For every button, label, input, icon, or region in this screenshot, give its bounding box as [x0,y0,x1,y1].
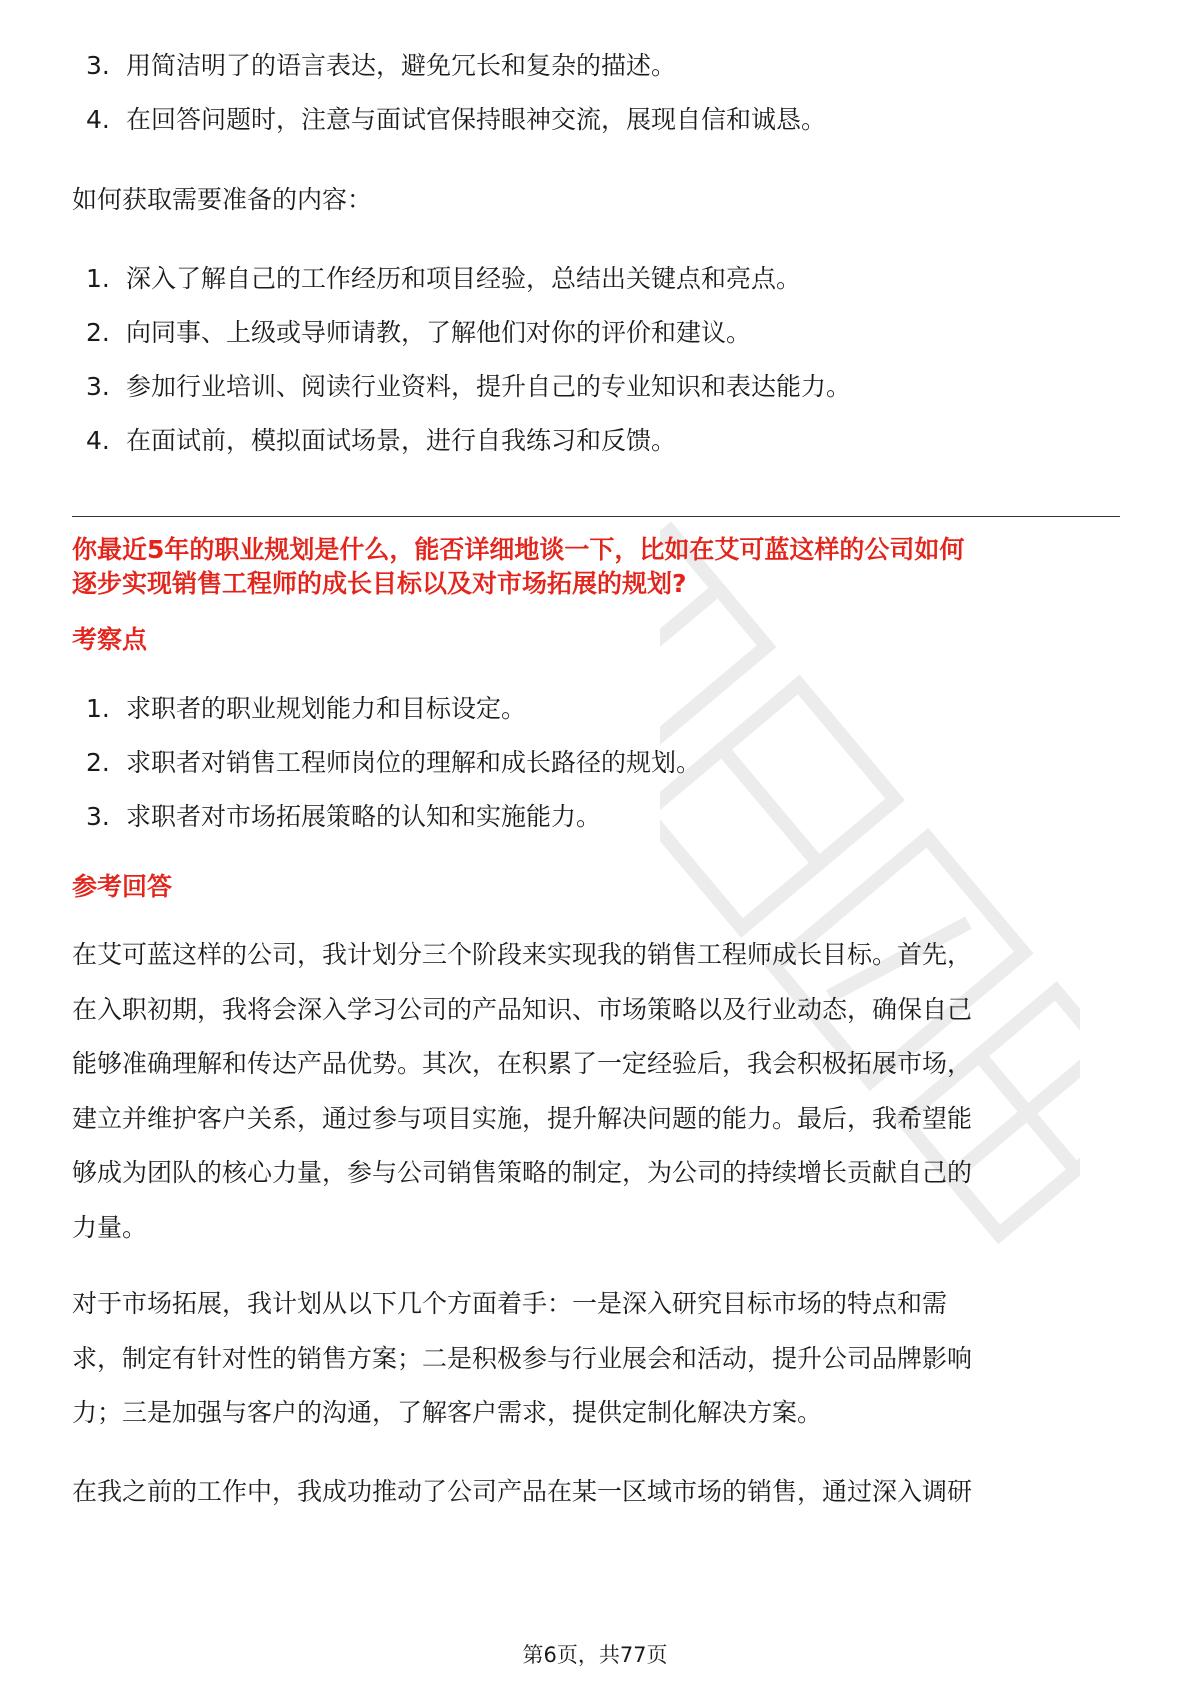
list-item: 2. 求职者对销售工程师岗位的理解和成长路径的规划。 [86,748,702,777]
list-item: 3. 参加行业培训、阅读行业资料，提升自己的专业知识和表达能力。 [86,372,852,401]
list-item: 3. 用简洁明了的语言表达，避免冗长和复杂的描述。 [86,51,677,80]
list-item: 2. 向同事、上级或导师请教，了解他们对你的评价和建议。 [86,318,752,347]
list-item: 4. 在回答问题时，注意与面试官保持眼神交流，展现自信和诚恳。 [86,105,827,134]
answer-label: 参考回答 [72,872,173,901]
answer-paragraph-1: 在艾可蓝这样的公司，我计划分三个阶段来实现我的销售工程师成长目标。首先， 在入职初期，我将会深入学习公司的产品知识、市场策略以及行业动态，确保自己 能够准确理解和传达产品优势。其次，在积累了一定经验后，我会积极拓展市场， 建立并维护客户关系，通过参与项目实施，提升解决问题的能力。最后，我希望能 够成为团队的核心力量，参与公司销售策略的制定，为公司的持续增长贡献自己的 力量。 [72,940,973,1242]
focus-label: 考察点 [72,625,148,654]
list-item: 4. 在面试前，模拟面试场景，进行自我练习和反馈。 [86,426,677,455]
question-title: 你最近5年的职业规划是什么，能否详细地谈一下，比如在艾可蓝这样的公司如何 逐步实现销售工程师的成长目标以及对市场拓展的规划? [72,535,965,598]
page-footer: 第6页，共77页 [522,1643,668,1667]
section-divider [72,516,1120,517]
list-item: 1. 深入了解自己的工作经历和项目经验，总结出关键点和亮点。 [86,264,802,293]
top-list [72,49,1120,137]
list-item: 3. 求职者对市场拓展策略的认知和实施能力。 [86,802,602,831]
prep-heading: 如何获取需要准备的内容： [72,185,373,214]
prep-list [72,262,1120,458]
answer-paragraph-2: 对于市场拓展，我计划从以下几个方面着手：一是深入研究目标市场的特点和需 求，制定有针对性的销售方案；二是积极参与行业展会和活动，提升公司品牌影响 力；三是加强与客户的沟通，了解客户需求，提供定制化解决方案。 [72,1289,973,1427]
list-item: 1. 求职者的职业规划能力和目标设定。 [86,694,527,723]
focus-list [72,692,1120,834]
answer-paragraph-3: 在我之前的工作中，我成功推动了公司产品在某一区域市场的销售，通过深入调研 [72,1477,973,1506]
